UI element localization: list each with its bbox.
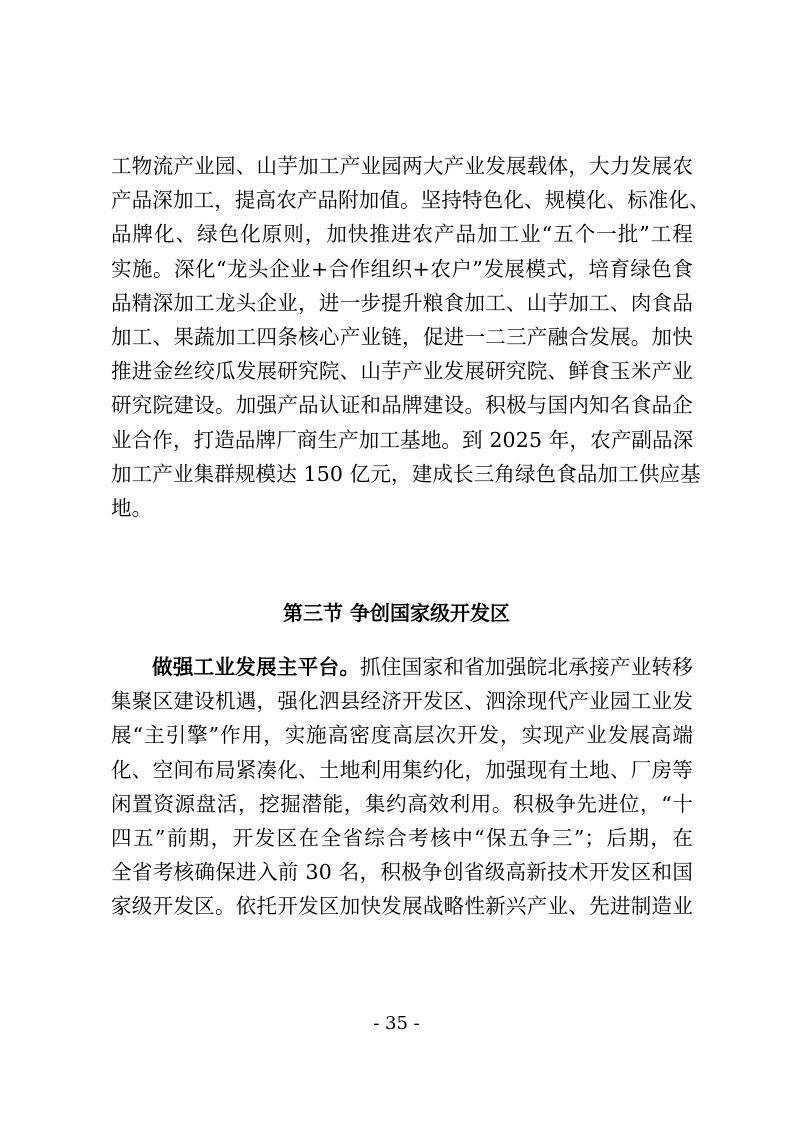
text-line: 闲置资源盘活，挖掘潜能，集约高效利用。积极争先进位，“十 xyxy=(111,791,693,816)
text-line: 品精深加工龙头企业，进一步提升粮食加工、山芋加工、肉食品 xyxy=(111,290,693,315)
section-heading: 第三节 争创国家级开发区 xyxy=(283,601,510,625)
text-line: 地。 xyxy=(111,495,153,520)
text-line: 实施。深化“龙头企业+合作组织+农户”发展模式，培育绿色食 xyxy=(111,256,693,281)
text-line: 化、空间布局紧凑化、土地利用集约化，加强现有土地、厂房等 xyxy=(111,757,693,782)
text-line: 业合作，打造品牌厂商生产加工基地。到 2025 年，农产副品深 xyxy=(111,427,694,452)
paragraph-agri-processing xyxy=(111,149,710,525)
page-number: - 35 - xyxy=(373,1013,420,1034)
text-line: 研究院建设。加强产品认证和品牌建设。积极与国内知名食品企 xyxy=(111,393,693,418)
text-line: 推进金丝绞瓜发展研究院、山芋产业发展研究院、鲜食玉米产业 xyxy=(111,359,693,384)
text-line: 工物流产业园、山芋加工产业园两大产业发展载体，大力发展农 xyxy=(111,154,693,178)
text-line: 产品深加工，提高农产品附加值。坚持特色化、规模化、标准化、 xyxy=(111,188,710,213)
text-line: 集聚区建设机遇，强化泗县经济开发区、泗涂现代产业园工业发 xyxy=(111,689,693,714)
paragraph-industrial-platform xyxy=(111,650,693,924)
text-line: 全省考核确保进入前 30 名，积极争创省级高新技术开发区和国 xyxy=(111,860,693,885)
text-line: 家级开发区。依托开发区加快发展战略性新兴产业、先进制造业 xyxy=(111,894,693,919)
text-line: 加工产业集群规模达 150 亿元，建成长三角绿色食品加工供应基 xyxy=(111,461,701,486)
text-line-rest: 抓住国家和省加强皖北承接产业转移 xyxy=(360,655,693,679)
text-line: 品牌化、绿色化原则，加快推进农产品加工业“五个一批”工程 xyxy=(111,222,693,247)
text-line: 展“主引擎”作用，实施高密度高层次开发，实现产业发展高端 xyxy=(111,723,693,748)
paragraph-lead: 做强工业发展主平台。 xyxy=(152,655,361,679)
text-line: 加工、果蔬加工四条核心产业链，促进一二三产融合发展。加快 xyxy=(111,324,693,349)
text-line-first xyxy=(111,650,693,684)
text-line: 四五”前期，开发区在全省综合考核中“保五争三”；后期，在 xyxy=(111,825,693,850)
